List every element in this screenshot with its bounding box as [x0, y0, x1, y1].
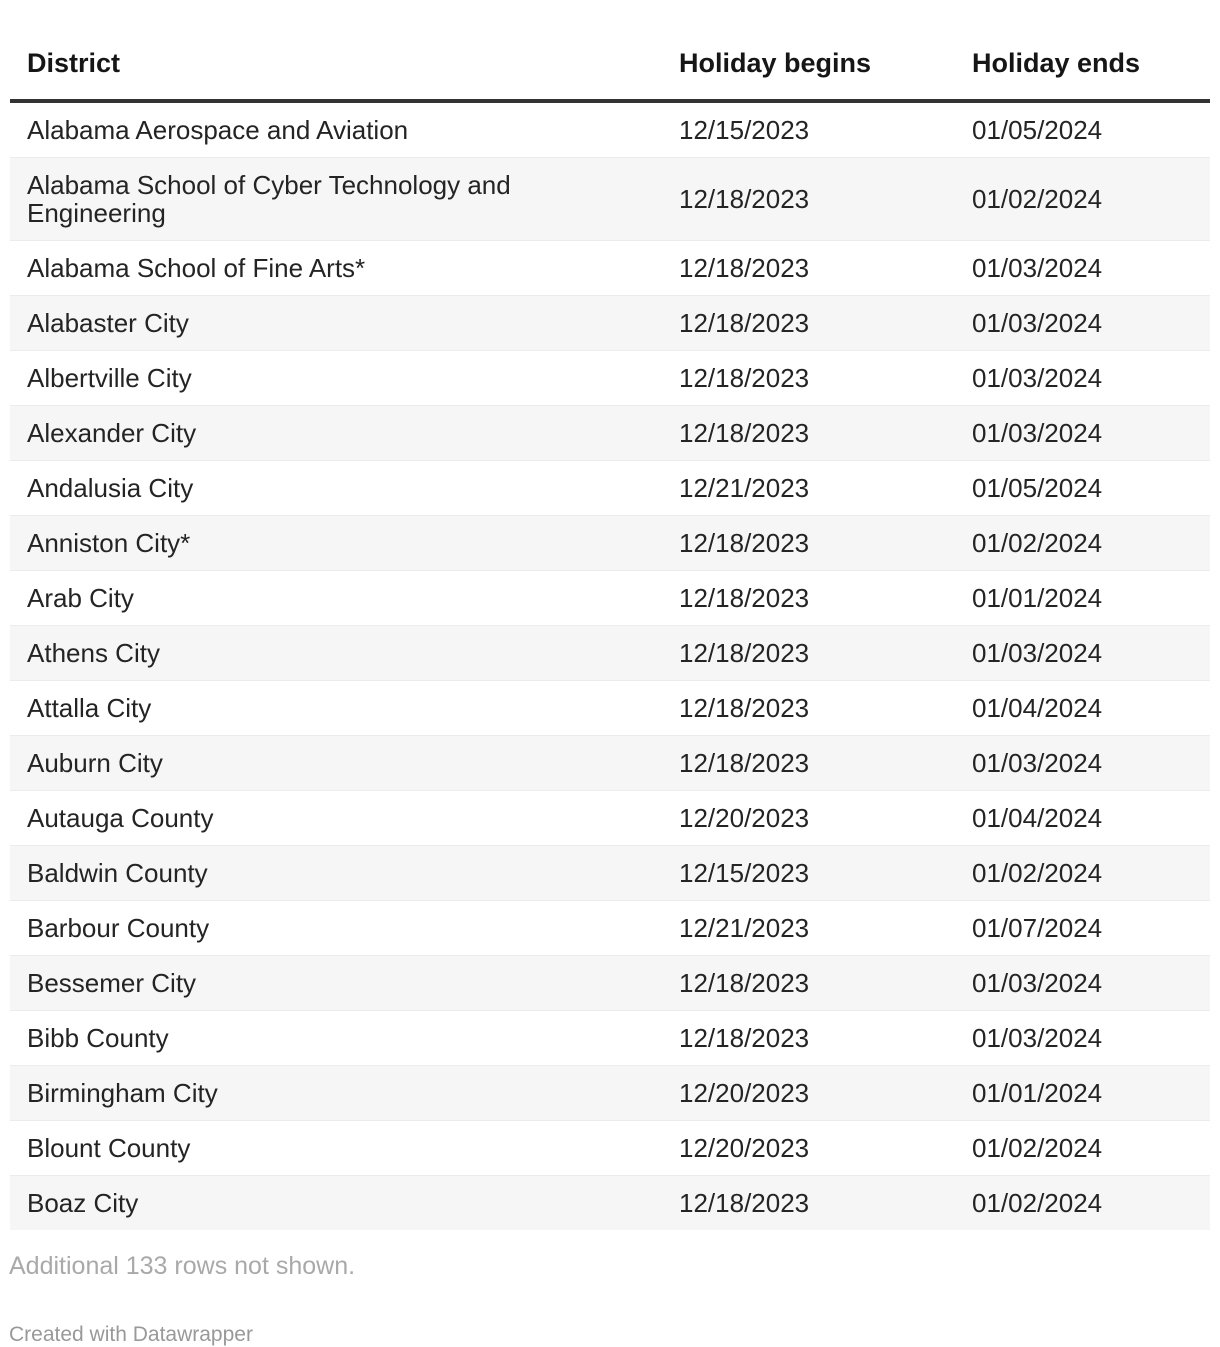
holiday-ends-cell: 01/03/2024 — [972, 968, 1103, 998]
holiday-ends-cell: 01/05/2024 — [972, 473, 1103, 503]
table-row — [10, 626, 1210, 681]
holiday-ends-cell: 01/07/2024 — [972, 913, 1103, 943]
holiday-begins-cell: 12/20/2023 — [679, 803, 810, 833]
district-cell: Birmingham City — [27, 1078, 218, 1108]
table-row — [10, 351, 1210, 406]
datawrapper-attribution: Created with Datawrapper — [9, 1323, 253, 1346]
holiday-ends-cell: 01/02/2024 — [972, 528, 1103, 558]
district-cell: Alabama Aerospace and Aviation — [27, 115, 409, 145]
district-cell: Andalusia City — [27, 473, 194, 503]
district-cell: Barbour County — [27, 913, 210, 943]
table-row — [10, 406, 1210, 461]
table-row — [10, 791, 1210, 846]
district-cell: Alabaster City — [27, 308, 189, 338]
holiday-begins-cell: 12/18/2023 — [679, 253, 810, 283]
holiday-begins-cell: 12/20/2023 — [679, 1133, 810, 1163]
table-row — [10, 101, 1210, 158]
holiday-begins-cell: 12/18/2023 — [679, 638, 810, 668]
table-row — [10, 461, 1210, 516]
holiday-begins-cell: 12/18/2023 — [679, 1023, 810, 1053]
district-cell: Alabama School of Fine Arts* — [27, 253, 366, 283]
table-row — [10, 516, 1210, 571]
district-cell: Alexander City — [27, 418, 197, 448]
column-header-holiday-ends: Holiday ends — [955, 0, 1210, 101]
district-cell: Bibb County — [27, 1023, 169, 1053]
holiday-ends-cell: 01/04/2024 — [972, 803, 1103, 833]
holiday-begins-cell: 12/21/2023 — [679, 913, 810, 943]
column-header-district: District — [10, 0, 662, 101]
holiday-begins-cell: 12/18/2023 — [679, 583, 810, 613]
table-row — [10, 158, 1210, 241]
holiday-begins-cell: 12/18/2023 — [679, 528, 810, 558]
holiday-begins-cell: 12/18/2023 — [679, 184, 810, 214]
district-cell: Auburn City — [27, 748, 163, 778]
table-body — [10, 101, 1210, 1230]
holiday-ends-cell: 01/03/2024 — [972, 638, 1103, 668]
holiday-begins-cell: 12/20/2023 — [679, 1078, 810, 1108]
district-cell: Anniston City* — [27, 528, 191, 558]
holiday-ends-cell: 01/01/2024 — [972, 583, 1103, 613]
district-cell: Bessemer City — [27, 968, 197, 998]
table-row — [10, 1011, 1210, 1066]
table-header — [10, 0, 1210, 101]
holiday-ends-cell: 01/04/2024 — [972, 693, 1103, 723]
holiday-begins-cell: 12/18/2023 — [679, 418, 810, 448]
table-row — [10, 1066, 1210, 1121]
holiday-ends-cell: 01/02/2024 — [972, 184, 1103, 214]
district-cell: Attalla City — [27, 693, 152, 723]
holiday-ends-cell: 01/03/2024 — [972, 1023, 1103, 1053]
holiday-ends-cell: 01/05/2024 — [972, 115, 1103, 145]
table-row — [10, 736, 1210, 791]
district-cell: Alabama School of Cyber Technology and Engineering — [27, 170, 511, 228]
holiday-begins-cell: 12/21/2023 — [679, 473, 810, 503]
table-row — [10, 1176, 1210, 1231]
table-row — [10, 846, 1210, 901]
table-row — [10, 1121, 1210, 1176]
holiday-begins-cell: 12/18/2023 — [679, 748, 810, 778]
table-row — [10, 956, 1210, 1011]
district-cell: Arab City — [27, 583, 134, 613]
district-cell: Baldwin County — [27, 858, 208, 888]
district-cell: Albertville City — [27, 363, 192, 393]
district-cell: Blount County — [27, 1133, 191, 1163]
table-row — [10, 901, 1210, 956]
column-header-holiday-begins: Holiday begins — [662, 0, 955, 101]
table-row — [10, 296, 1210, 351]
holiday-begins-cell: 12/18/2023 — [679, 363, 810, 393]
holiday-begins-cell: 12/18/2023 — [679, 968, 810, 998]
holiday-begins-cell: 12/18/2023 — [679, 693, 810, 723]
holiday-begins-cell: 12/18/2023 — [679, 1188, 810, 1218]
district-cell: Autauga County — [27, 803, 214, 833]
rows-not-shown-note: Additional 133 rows not shown. — [9, 1252, 356, 1280]
table-row — [10, 241, 1210, 296]
holiday-ends-cell: 01/03/2024 — [972, 418, 1103, 448]
table-row — [10, 571, 1210, 626]
holiday-begins-cell: 12/18/2023 — [679, 308, 810, 338]
holiday-ends-cell: 01/02/2024 — [972, 1188, 1103, 1218]
holiday-ends-cell: 01/03/2024 — [972, 308, 1103, 338]
holiday-begins-cell: 12/15/2023 — [679, 858, 810, 888]
table-row — [10, 681, 1210, 736]
header-row — [10, 0, 1210, 101]
holiday-ends-cell: 01/01/2024 — [972, 1078, 1103, 1108]
holiday-ends-cell: 01/03/2024 — [972, 253, 1103, 283]
district-cell: Boaz City — [27, 1188, 139, 1218]
holiday-ends-cell: 01/02/2024 — [972, 858, 1103, 888]
holiday-begins-cell: 12/15/2023 — [679, 115, 810, 145]
holiday-table — [10, 0, 1210, 1230]
holiday-ends-cell: 01/03/2024 — [972, 363, 1103, 393]
district-cell: Athens City — [27, 638, 160, 668]
holiday-ends-cell: 01/02/2024 — [972, 1133, 1103, 1163]
holiday-ends-cell: 01/03/2024 — [972, 748, 1103, 778]
